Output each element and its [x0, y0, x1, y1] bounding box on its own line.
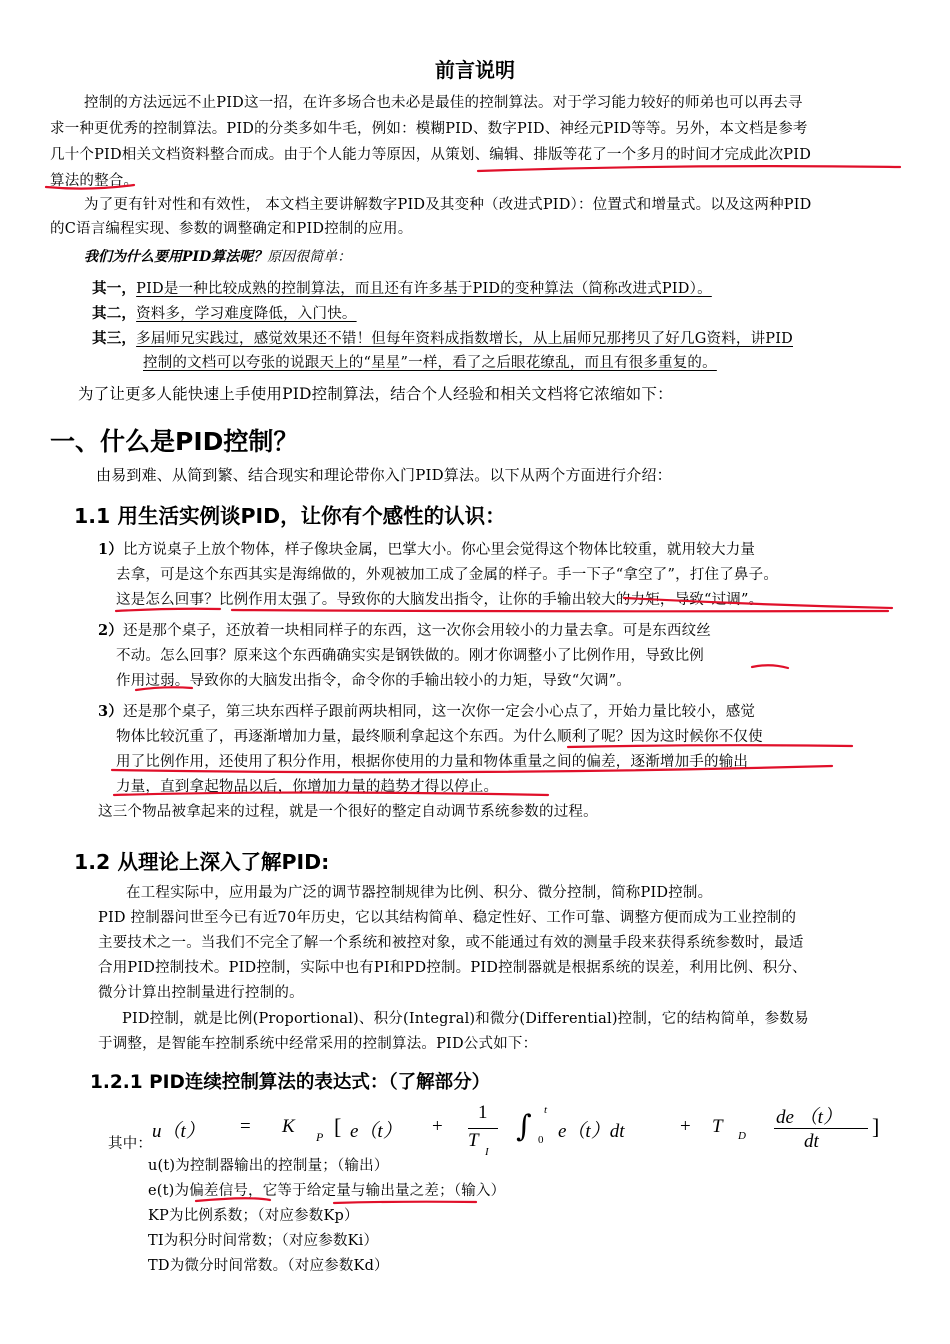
why-answer: 原因很简单： — [267, 249, 352, 265]
formula-td-subscript: D — [738, 1130, 746, 1142]
formula-integral-lower: 0 — [538, 1134, 544, 1146]
example-number: 2） — [98, 622, 123, 639]
reason-2 — [92, 301, 357, 327]
page-title: 前言说明 — [435, 58, 515, 82]
example-2-line-1 — [98, 618, 711, 644]
section-1-1-conclusion: 这三个物品被拿起来的过程，就是一个很好的整定自动调节系统参数的过程。 — [98, 804, 598, 820]
example-3-line-1 — [98, 699, 755, 725]
formula-deriv-line — [774, 1128, 868, 1129]
example-2-line-3: 作用过弱。导致你的大脑发出指令，命令你的手输出较小的力矩，导致“欠调”。 — [116, 673, 632, 689]
formula-plus-2: + — [680, 1116, 691, 1137]
reason-1 — [92, 276, 712, 302]
where-label: 其中： — [108, 1136, 153, 1152]
formula-kp: K — [282, 1116, 295, 1137]
integral-sign-icon: ∫ — [516, 1109, 532, 1144]
formula-kp-subscript: P — [316, 1130, 324, 1144]
reason-3-cont — [143, 350, 717, 376]
intro-p1-line-1: 控制的方法远远不止PID这一招，在许多场合也未必是最佳的控制算法。对于学习能力较好的师弟也可以再去寻 — [84, 95, 803, 111]
intro-p2-line-2: 的C语言编程实现、参数的调整确定和PID控制的应用。 — [50, 221, 413, 237]
example-number: 1） — [98, 541, 123, 558]
reason-text: PID是一种比较成熟的控制算法，而且还有许多基于PID的变种算法（简称改进式PID）。 — [136, 281, 712, 297]
formula-integrand: e（t）dt — [558, 1121, 625, 1142]
formula-frac-line — [468, 1128, 498, 1129]
example-1-line-2: 去拿，可是这个东西其实是海绵做的，外观被加工成了金属的样子。手一下子“拿空了”，打住了鼻子。 — [116, 567, 779, 583]
reason-label: 其三， — [92, 330, 137, 347]
formula-lhs: u（t） — [152, 1121, 205, 1142]
intro-p1-line-2: 求一种更优秀的控制算法。PID的分类多如牛毛，例如：模糊PID、数字PID、神经元PID等等。另外，本文档是参考 — [50, 121, 808, 137]
example-text: 比方说桌子上放个物体，样子像块金属，巴掌大小。你心里会觉得这个物体比较重，就用较大力量 — [123, 542, 756, 558]
definition-ti: TI为积分时间常数；（对应参数Ki） — [148, 1233, 379, 1249]
section-1-2-p1-line-3: 主要技术之一。当我们不完全了解一个系统和被控对象，或不能通过有效的测量手段来获得系统参数时，最适 — [98, 935, 804, 951]
section-1-2-p1-line-2: PID 控制器问世至今已有近70年历史，它以其结构简单、稳定性好、工作可靠、调整方便而成为工业控制的 — [98, 910, 797, 926]
formula-deriv-denominator: dt — [804, 1131, 819, 1152]
underline-stroke — [752, 665, 788, 668]
example-number: 3） — [98, 703, 123, 720]
example-text: 还是那个桌子，还放着一块相同样子的东西，这一次你会用较小的力量去拿。可是东西纹丝 — [123, 623, 711, 639]
reason-label: 其二， — [92, 305, 137, 322]
example-3-line-3: 用了比例作用，还使用了积分作用，根据你使用的力量和物体重量之间的偏差，逐渐增加手的输出 — [116, 754, 749, 770]
formula-error: e（t） — [350, 1121, 402, 1142]
example-text: 还是那个桌子，第三块东西样子跟前两块相同，这一次你一定会小心点了，开始力量比较小，感觉 — [123, 704, 756, 720]
formula-integral-upper: t — [544, 1104, 548, 1116]
section-1-2-1-heading: 1.2.1 PID连续控制算法的表达式：（了解部分） — [90, 1072, 491, 1093]
reason-text: 控制的文档可以夸张的说跟天上的“星星”一样，看了之后眼花缭乱，而且有很多重复的。 — [143, 355, 717, 371]
section-1-intro: 由易到难、从简到繁、结合现实和理论带你入门PID算法。以下从两个方面进行介绍： — [96, 466, 672, 484]
section-1-2-heading: 1.2 从理论上深入了解PID: — [74, 850, 330, 874]
formula-frac-den-subscript: I — [485, 1146, 489, 1158]
definition-kp: KP为比例系数；（对应参数Kp） — [148, 1208, 359, 1224]
section-1-2-p2-line-2: 于调整，是智能车控制系统中经常采用的控制算法。PID公式如下： — [98, 1036, 538, 1052]
section-1-2-p1-line-1: 在工程实际中，应用最为广泛的调节器控制规律为比例、积分、微分控制，简称PID控制。 — [126, 885, 713, 901]
reason-3 — [92, 326, 793, 352]
formula-deriv-numerator: de （t） — [776, 1107, 842, 1128]
definition-td: TD为微分时间常数。（对应参数Kd） — [148, 1258, 389, 1274]
reason-label: 其一， — [92, 280, 137, 297]
formula-bracket-open: [ — [334, 1114, 342, 1139]
why-line — [84, 246, 351, 266]
section-1-2-p2-line-1: PID控制，就是比例(Proportional)、积分(Integral)和微分(Differential)控制，它的结构简单，参数易 — [122, 1011, 809, 1027]
section-1-heading: 一、什么是PID控制？ — [50, 427, 299, 456]
example-1-line-3: 这是怎么回事？比例作用太强了。导致你的大脑发出指令，让你的手输出较大的力矩，导致“过调”。 — [116, 592, 764, 608]
formula-equals: = — [240, 1116, 251, 1137]
why-question: 我们为什么要用PID算法呢？ — [84, 249, 268, 265]
example-1-line-1 — [98, 537, 755, 563]
example-3-line-4: 力量，直到拿起物品以后，你增加力量的趋势才得以停止。 — [116, 779, 499, 795]
example-3-line-2: 物体比较沉重了，再逐渐增加力量，最终顺利拿起这个东西。为什么顺利了呢？因为这时候你不仅使 — [116, 729, 763, 745]
formula-bracket-close: ] — [872, 1114, 880, 1139]
section-1-2-p1-line-5: 微分计算出控制量进行控制的。 — [98, 985, 304, 1001]
formula-plus-1: + — [432, 1116, 443, 1137]
reason-text: 多届师兄实践过，感觉效果还不错！但每年资料成指数增长，从上届师兄那拷贝了好几G资料，讲PID — [136, 331, 793, 347]
reason-text: 资料多，学习难度降低，入门快。 — [136, 306, 357, 322]
intro-summary: 为了让更多人能快速上手使用PID控制算法，结合个人经验和相关文档将它浓缩如下： — [78, 385, 673, 403]
intro-p2-line-1: 为了更有针对性和有效性， 本文档主要讲解数字PID及其变种（改进式PID）：位置式和增量式。以及这两种PID — [84, 197, 812, 213]
formula-td: T — [712, 1116, 723, 1137]
section-1-2-p1-line-4: 合用PID控制技术。PID控制，实际中也有PI和PD控制。PID控制器就是根据系统的误差，利用比例、积分、 — [98, 960, 807, 976]
definition-e: e(t)为偏差信号，它等于给定量与输出量之差；（输入） — [148, 1183, 506, 1199]
intro-p1-line-4: 算法的整合。 — [50, 173, 139, 189]
formula-frac-numerator: 1 — [478, 1102, 488, 1123]
intro-p1-line-3: 几十个PID相关文档资料整合而成。由于个人能力等原因，从策划、编辑、排版等花了一个多月的时间才完成此次PID — [50, 147, 812, 163]
section-1-1-heading: 1.1 用生活实例谈PID，让你有个感性的认识： — [74, 504, 506, 528]
example-2-line-2: 不动。怎么回事？原来这个东西确确实实是钢铁做的。刚才你调整小了比例作用，导致比例 — [116, 648, 704, 664]
formula-frac-denominator: T — [468, 1130, 479, 1151]
definition-u: u(t)为控制器输出的控制量；（输出） — [148, 1158, 389, 1174]
